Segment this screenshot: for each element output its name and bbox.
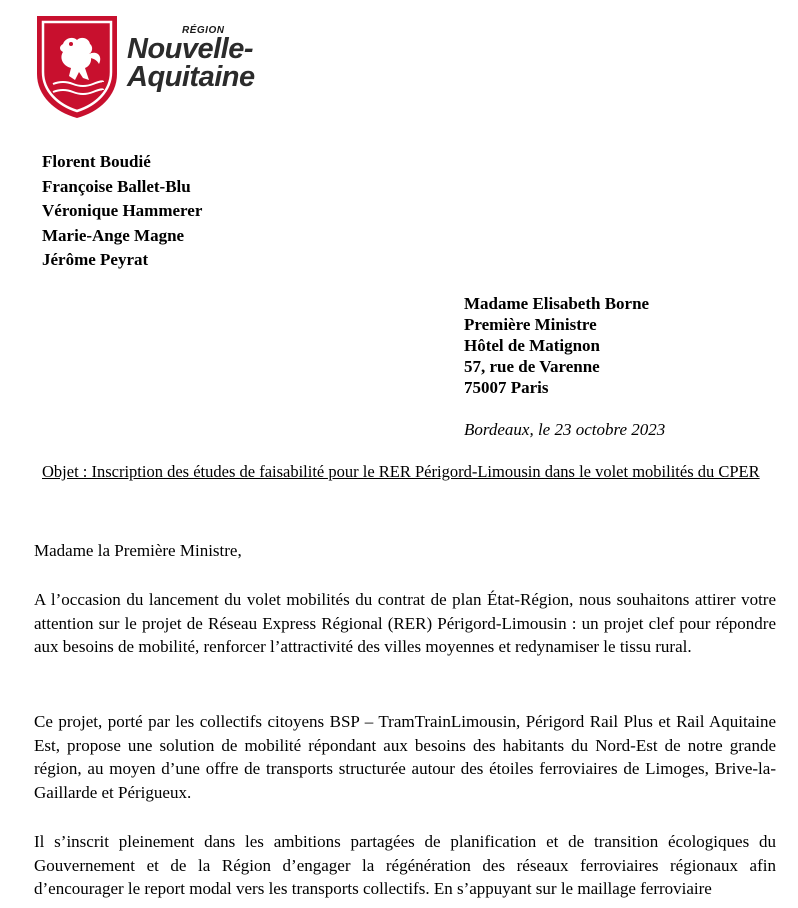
sender-name: Françoise Ballet-Blu xyxy=(42,176,191,196)
body-paragraph: Il s’inscrit pleinement dans les ambitions partagées de planification et de transition écologiques du Gouvernement et de la Région d’engager la régénération des réseaux ferroviaires régionaux afin d’encourager le report modal vers les transports collectifs. En s’appuyant sur le maillage ferroviaire xyxy=(34,832,776,898)
sender-name: Jérôme Peyrat xyxy=(42,250,149,269)
sender-name: Marie-Ange Magne xyxy=(42,225,185,245)
sender-list xyxy=(42,152,202,275)
sender-name: Véronique Hammerer xyxy=(42,201,203,220)
recipient-address xyxy=(464,294,649,399)
brand-name-line-1: Nouvelle- xyxy=(127,33,254,65)
body-paragraph: Ce projet, porté par les collectifs citoyens BSP – TramTrainLimousin, Périgord Rail Plus et Rail Aquitaine Est, propose une solution de mobilité répondant aux besoins des habitants du Nord-Est de notre grande région, au moyen d’une offre de transports structurée autour des étoiles ferroviaires de Limoges, Brive-la-Gaillarde et Périgueux. xyxy=(34,712,776,802)
brand-name-line-2: Aquitaine xyxy=(127,61,255,93)
region-logo-shield-icon xyxy=(33,14,121,120)
letter-subject: Objet : Inscription des études de faisabilité pour le RER Périgord-Limousin dans le volet mobilités du CPER xyxy=(42,462,760,481)
recipient-line: Première Ministre xyxy=(464,315,597,334)
recipient-line: Hôtel de Matignon xyxy=(464,336,600,355)
recipient-line: 57, rue de Varenne xyxy=(464,357,600,376)
body-paragraph: A l’occasion du lancement du volet mobilités du contrat de plan État-Région, nous souhaitons attirer votre attention sur le projet de Réseau Express Régional (RER) Périgord-Limousin : un projet clef pour répondre aux besoins de mobilité, renforcer l’attractivité des villes moyennes et redynamiser le tissu rural. xyxy=(34,590,776,656)
recipient-line: 75007 Paris xyxy=(464,378,549,397)
letter-date: Bordeaux, le 23 octobre 2023 xyxy=(464,420,666,439)
salutation: Madame la Première Ministre, xyxy=(34,541,242,560)
sender-name: Florent Boudié xyxy=(42,152,151,171)
recipient-line: Madame Elisabeth Borne xyxy=(464,294,650,313)
region-label: RÉGION xyxy=(182,25,225,36)
